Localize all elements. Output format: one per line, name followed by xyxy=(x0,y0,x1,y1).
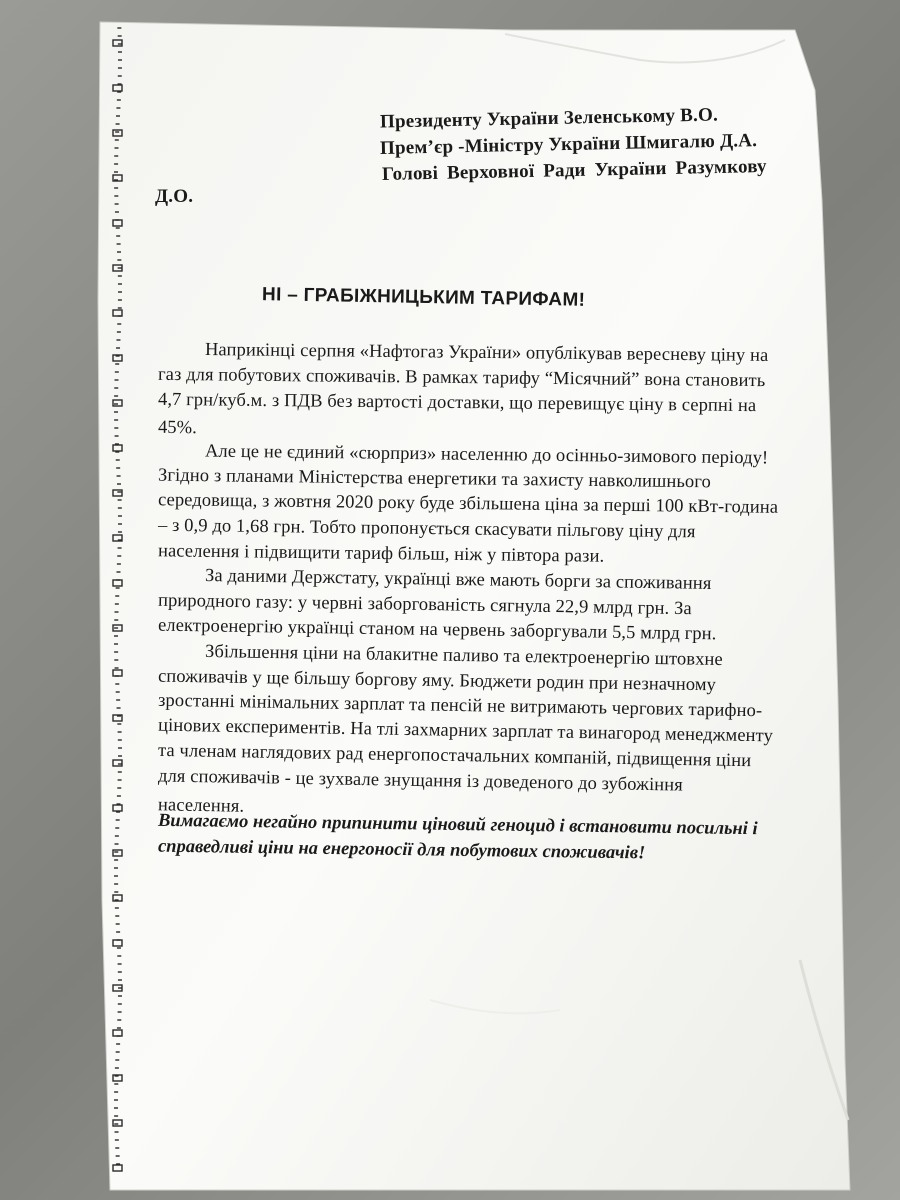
body-line: зростанні мінімальних зарплат та пенсій не витримають чергових тарифно- xyxy=(157,690,763,722)
addressee-line-4: Д.О. xyxy=(155,186,194,207)
body-line: населення і підвищити тариф більш, ніж у півтора рази. xyxy=(157,541,605,567)
body-line: газ для побутових споживачів. В рамках тарифу “Місячний” вона становить xyxy=(157,364,766,392)
body-line: Але це не єдиний «сюрприз» населенню до осінньо-зимового періоду! xyxy=(204,441,769,469)
body-line: населення. xyxy=(157,795,245,817)
body-line: – з 0,9 до 1,68 грн. Тобто пропонується скасувати пільгову ціну для xyxy=(157,515,696,543)
body-line: природного газу: у червні заборгованість сягнула 22,9 млрд грн. За xyxy=(157,590,692,620)
body-line: середовища, з жовтня 2020 року буде збільшена ціна за перші 100 кВт-година xyxy=(157,490,779,518)
body-line: цінових експериментів. На тлі захмарних зарплат та винагород менеджменту xyxy=(157,715,774,747)
addressee-line-2: Прем’єр -Міністру України Шмигалю Д.А. xyxy=(379,130,758,159)
body-line: електроенергію українці станом на червень заборгували 5,5 млрд грн. xyxy=(157,615,717,645)
addressee-line-3: Голові Верховної Ради України Разумкову xyxy=(381,155,767,186)
body-line: Наприкінці серпня «Нафтогаз України» опублікував вересневу ціну на xyxy=(204,340,769,366)
document-title: НІ – ГРАБІЖНИЦЬКИМ ТАРИФАМ! xyxy=(261,284,586,311)
addressee-line-1: Президенту України Зеленському В.О. xyxy=(379,104,719,133)
body-line: За даними Держстату, українці вже мають борги за споживання xyxy=(204,566,712,594)
body-line: Збільшення ціни на блакитне паливо та електроенергію штовхне xyxy=(204,641,723,671)
body-line: Згідно з планами Міністерства енергетики та захисту навколишнього xyxy=(157,465,712,493)
demand-line: Вимагаємо негайно припинити ціновий геноцид і встановити посильні і xyxy=(157,810,758,840)
body-line: споживачів у ще більшу боргову яму. Бюджети родин при незначному xyxy=(157,666,717,696)
demand-line: справедливі ціни на енергоносії для побутових споживачів! xyxy=(157,836,646,864)
body-line: 45%. xyxy=(157,417,198,439)
body-line: для споживачів - це зухвале знущання із доведеного до зубожіння xyxy=(157,766,684,796)
body-line: 4,7 грн/куб.м. з ПДВ без вартості доставки, що перевищує ціну в серпні на xyxy=(157,389,757,417)
body-line: та членам наглядових рад енергопостачальних компаній, підвищення ціни xyxy=(157,740,752,772)
